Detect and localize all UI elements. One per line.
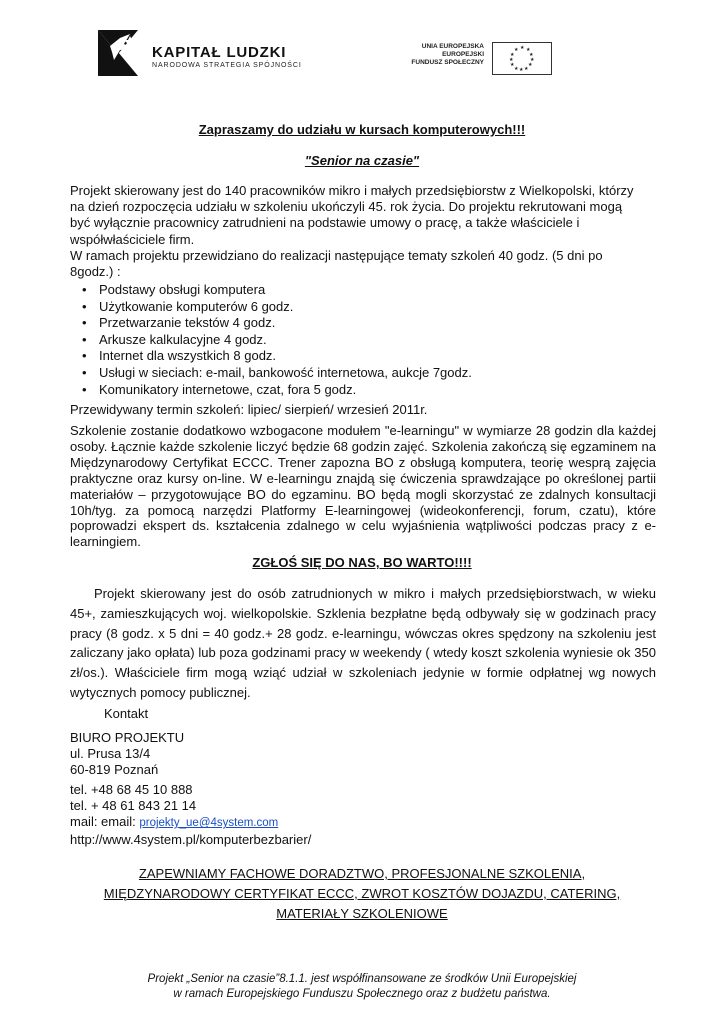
- promo-block: [0, 864, 724, 924]
- brand-title: KAPITAŁ LUDZKI: [152, 44, 287, 61]
- eu-fund-label: [392, 43, 484, 67]
- page-title: Zapraszamy do udziału w kursach komputerowych!!!: [198, 122, 526, 137]
- footer-line: Projekt „Senior na czasie”8.1.1. jest współfinansowane ze środków Unii Europejskiej: [147, 973, 577, 985]
- eu-line-2: EUROPEJSKI: [442, 51, 484, 58]
- intro-line: W ramach projektu przewidziano do realizacji następujące tematy szkoleń 40 godz. (5 dni po: [70, 247, 603, 263]
- office-name: BIURO PROJEKTU: [70, 730, 185, 745]
- city: 60-819 Poznań: [70, 762, 159, 778]
- contact-address: [70, 730, 370, 779]
- elearning-paragraph: Szkolenie zostanie dodatkowo wzbogacone modułem "e-learningu" w wymiarze 28 godzin dla każdej osoby. Łącznie każde szkolenie liczyć będzie 68 godzin zajęć. Szkolenia zakończą się egzaminem na Międzynarodowy Certyfikat ECCC. Trener zapozna BO z obsługą komputera, teorię wesprą zajęcia praktyczne oraz kursy on-line. W e-learningu znajdą się ćwiczenia sprawdzające po określonej partii materiałów – przygotowujące BO do egzaminu. BO będą mogli skorzystać ze zdalnych konsultacji 10h/tyg. za pomocą narzędzi Platformy E-learningowej (wideokonferencji, forum, czatu), które poprowadzi ekspert ds. kształcenia zdalnego w celu wyjaśnienia wątpliwości podczas pracy z e-learningiem.: [70, 423, 656, 550]
- intro-line: 8godz.) :: [70, 264, 121, 280]
- svg-text:★: ★: [529, 52, 534, 58]
- website-link[interactable]: http://www.4system.pl/komputerbezbarier/: [70, 831, 312, 847]
- training-term: Przewidywany termin szkoleń: lipiec/ sierpień/ wrzesień 2011r.: [70, 402, 428, 417]
- svg-text:★: ★: [514, 47, 519, 53]
- intro-line: Projekt skierowany jest do 140 pracowników mikro i małych przedsiębiorstw z Wielkopolski, którzy: [70, 183, 634, 198]
- phone-1: tel. +48 68 45 10 888: [70, 782, 193, 797]
- footer-line: w ramach Europejskiego Funduszu Społecznego oraz z budżetu państwa.: [173, 988, 551, 1000]
- topics-list: [70, 282, 472, 398]
- kapital-ludzki-logo: [96, 28, 140, 78]
- email-label: mail: email:: [70, 814, 140, 830]
- intro-line: współwłaściciele firm.: [70, 231, 195, 247]
- contact-label: Kontakt: [104, 706, 149, 721]
- intro-line: być wyłącznie pracownicy zatrudnieni na podstawie umowy o pracę, a także właściciele i: [70, 215, 580, 231]
- list-item: • Komunikatory internetowe, czat, fora 5 godz.: [70, 382, 472, 399]
- eu-line-3: FUNDUSZ SPOŁECZNY: [411, 59, 484, 66]
- svg-text:★: ★: [510, 62, 515, 68]
- svg-text:★: ★: [528, 62, 533, 68]
- street: ul. Prusa 13/4: [70, 746, 151, 762]
- email-line: [70, 814, 410, 831]
- project-paragraph: Projekt skierowany jest do osób zatrudnionych w mikro i małych przedsiębiorstwach, w wieku 45+, zamieszkujących woj. wielkopolskie. Szklenia bezpłatne będą odbywały się w godzinach pracy pracy (8 godz. x 5 dni = 40 godz.+ 28 godz. e-learningu, wówczas okres spędzony na szkoleniu jest zaliczany jako opłata) lub poza godzinami pracy w weekendy ( wtedy koszt szkolenia wyniesie ok 350 zł/os.). Właściciele firm mogą wziąć udział w szkoleniach jedynie w formie odpłatnej wg nowych wytycznych pomocy publicznej.: [70, 586, 656, 700]
- intro-paragraph: [70, 183, 656, 280]
- eu-line-1: UNIA EUROPEJSKA: [421, 43, 484, 50]
- promo-line: MATERIAŁY SZKOLENIOWE: [276, 906, 448, 921]
- footer-note: [0, 972, 724, 1002]
- brand-subtitle: NARODOWA STRATEGIA SPÓJNOŚCI: [152, 62, 302, 69]
- promo-line: MIĘDZYNARODOWY CERTYFIKAT ECCC, ZWROT KOSZTÓW DOJAZDU, CATERING,: [103, 886, 621, 901]
- svg-text:★: ★: [519, 67, 524, 73]
- list-item: • Podstawy obsługi komputera: [70, 282, 472, 299]
- phone-2: tel. + 48 61 843 21 14: [70, 798, 197, 814]
- page-subtitle: "Senior na czasie": [304, 153, 420, 168]
- intro-line: na dzień rozpoczęcia udziału w szkoleniu ukończyli 45. rok życia. Do projektu rekrutowani mogą: [70, 199, 623, 215]
- email-link[interactable]: projekty_ue@4system.com: [139, 817, 279, 830]
- svg-text:★: ★: [510, 52, 515, 58]
- contact-details: [70, 782, 410, 848]
- svg-text:★: ★: [530, 57, 535, 63]
- list-item: • Usługi w sieciach: e-mail, bankowość internetowa, aukcje 7godz.: [70, 365, 472, 382]
- svg-text:★: ★: [509, 57, 514, 63]
- svg-text:★: ★: [526, 47, 531, 53]
- list-item: • Użytkowanie komputerów 6 godz.: [70, 299, 472, 316]
- list-item: • Przetwarzanie tekstów 4 godz.: [70, 315, 472, 332]
- svg-text:★: ★: [514, 66, 519, 72]
- svg-text:★: ★: [520, 45, 525, 51]
- eu-flag-icon: [492, 42, 552, 75]
- svg-text:★: ★: [524, 66, 529, 72]
- promo-line: ZAPEWNIAMY FACHOWE DORADZTWO, PROFESJONALNE SZKOLENIA,: [138, 866, 586, 881]
- call-to-action: ZGŁOŚ SIĘ DO NAS, BO WARTO!!!!: [252, 555, 472, 570]
- list-item: • Arkusze kalkulacyjne 4 godz.: [70, 332, 472, 349]
- list-item: • Internet dla wszystkich 8 godz.: [70, 348, 472, 365]
